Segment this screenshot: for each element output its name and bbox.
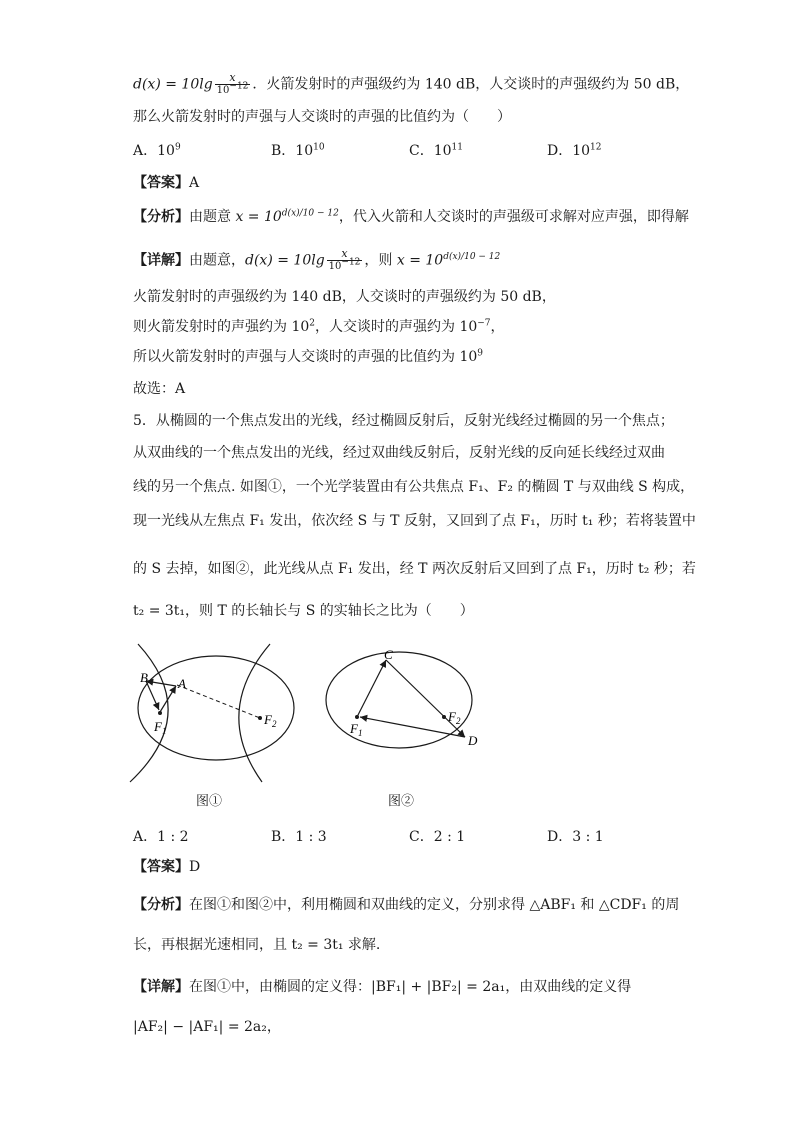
q4-line-2: 那么火箭发射时的声强与人交谈时的声强的比值约为（ ） <box>133 109 511 125</box>
q5-analysis-line-2: 长，再根据光速相同，且 t₂ = 3t₁ 求解. <box>133 937 381 953</box>
label-c: C <box>384 647 393 662</box>
q4-option-d: D．$10^{12}$ <box>547 142 602 159</box>
q5-line-6: t₂ = 3t₁，则 T 的长轴长与 S 的实轴长之比为（ ） <box>133 603 474 619</box>
figure-2-diagram <box>320 645 490 755</box>
q4-answer <box>133 172 199 194</box>
label-b: B <box>140 670 148 685</box>
ellipse-t <box>138 656 294 760</box>
q4-analysis: 【分析】由题意 $x = 10^{d(x)/10 - 12}$，代入火箭和人交谈时的声强级可求解对应声强，即得解 <box>133 208 689 225</box>
dashed-ray <box>177 685 260 718</box>
detail-tag: 【详解】 <box>133 252 189 269</box>
q5-option-b: B．1 : 3 <box>271 829 327 845</box>
q5-line-1: 5．从椭圆的一个焦点发出的光线，经过椭圆反射后，反射光线经过椭圆的另一个焦点； <box>133 413 674 429</box>
q5-line-3: 线的另一个焦点. 如图①，一个光学装置由有公共焦点 F₁、F₂ 的椭圆 T 与双曲线 S 构成， <box>133 479 695 495</box>
figure-1-diagram <box>120 640 320 790</box>
hyperbola-left-branch <box>130 644 168 782</box>
q5-answer-value: D <box>189 859 201 875</box>
ray-f1-to-c <box>357 660 386 717</box>
answer-tag: 【答案】 <box>133 175 189 191</box>
q4-line-1-text: ．火箭发射时的声强级约为 140 dB，人交谈时的声强级约为 50 dB， <box>252 76 690 93</box>
q4-option-a: A．$10^9$ <box>133 142 181 159</box>
analysis-tag-q5: 【分析】 <box>133 897 189 913</box>
focus-f1-point-2 <box>355 715 359 719</box>
q5-line-4: 现一光线从左焦点 F₁ 发出，依次经 S 与 T 反射，又回到了点 F₁，历时 t₁ 秒；若将装置中 <box>133 513 696 529</box>
q4-line-1 <box>133 72 689 97</box>
q4-fraction: $\frac{x}{10^{-12}}$ <box>216 71 249 96</box>
focus-f2-point <box>258 716 262 720</box>
q5-line-5: 的 S 去掉，如图②，此光线从点 F₁ 发出，经 T 两次反射后又回到了点 F₁，历时 t₂ 秒；若 <box>133 561 696 577</box>
ray-c-to-d <box>386 660 465 737</box>
answer-tag-q5: 【答案】 <box>133 859 189 875</box>
focus-f2-point-2 <box>442 715 446 719</box>
q4-option-b: B．$10^{10}$ <box>271 142 325 159</box>
label-f2: $F_2$ <box>264 712 277 729</box>
focus-f1-point <box>158 711 162 715</box>
q5-line-2: 从双曲线的一个焦点发出的光线，经过双曲线反射后，反射光线的反向延长线经过双曲 <box>133 445 665 461</box>
q4-detail-line-2: 则火箭发射时的声强约为 $10^2$，人交谈时的声强约为 $10^{-7}$， <box>133 318 505 335</box>
label-a: A <box>178 676 186 691</box>
q4-detail: 【详解】由题意，d(x) = 10lg $\frac{x}{10^{-12}}$ ，则 $x = 10^{d(x)/10 - 12}$ <box>133 247 501 272</box>
label-d: D <box>468 733 478 748</box>
figure-1-caption: 图① <box>196 794 223 809</box>
label-f1-2: $F_1$ <box>350 721 363 738</box>
q4-answer-value: A <box>189 175 200 191</box>
label-f1: $F_1$ <box>154 719 167 736</box>
q4-detail-line-4: 故选：A <box>133 381 186 397</box>
q4-detail-line-1: 火箭发射时的声强级约为 140 dB，人交谈时的声强级约为 50 dB， <box>133 289 556 305</box>
detail-tag-q5: 【详解】 <box>133 979 189 995</box>
q5-detail-line-2: |AF₂| − |AF₁| = 2a₂， <box>133 1019 281 1035</box>
ray-a-to-b <box>146 681 176 686</box>
ray-b-to-f1 <box>146 681 159 710</box>
q5-option-c: C．2 : 1 <box>409 829 466 845</box>
q5-option-d: D．3 : 1 <box>547 829 604 845</box>
q5-option-a: A．1 : 2 <box>133 829 189 845</box>
q5-analysis-line-1: 【分析】在图①和图②中，利用椭圆和双曲线的定义，分别求得 △ABF₁ 和 △CDF₁ 的周 <box>133 897 680 913</box>
q4-option-c: C．$10^{11}$ <box>409 142 463 159</box>
q4-formula: d(x) = 10lg <box>133 76 213 93</box>
figure-2-caption: 图② <box>388 794 415 809</box>
q5-detail-line-1: 【详解】在图①中，由椭圆的定义得：|BF₁| + |BF₂| = 2a₁，由双曲线的定义得 <box>133 979 632 995</box>
q5-answer <box>133 856 200 878</box>
q4-detail-line-3: 所以火箭发射时的声强与人交谈时的声强的比值约为 $10^9$ <box>133 348 483 365</box>
analysis-tag: 【分析】 <box>133 209 189 225</box>
label-f2-2: $F_2$ <box>448 709 461 726</box>
